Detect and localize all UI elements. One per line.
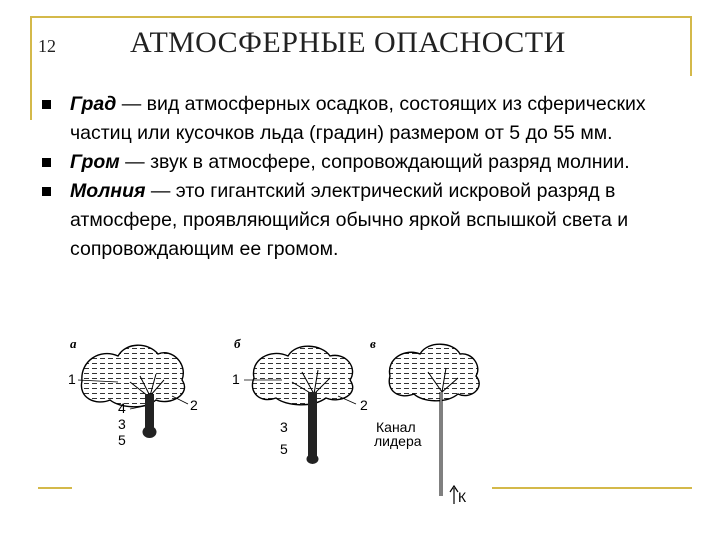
channel-tip bbox=[307, 454, 319, 464]
bullet-hail bbox=[40, 90, 700, 148]
figure-label: 5 bbox=[280, 441, 288, 457]
cloud-shape bbox=[252, 346, 352, 405]
slide-title: АТМОСФЕРНЫЕ ОПАСНОСТИ bbox=[130, 26, 566, 59]
panel-letter: а bbox=[70, 336, 77, 351]
bullet-text: — вид атмосферных осадков, состоящих из сферических частиц или кусочков льда (градин) размером от 5 до 55 мм. bbox=[70, 93, 646, 144]
figure-label: 2 bbox=[360, 397, 368, 413]
bullet-lightning bbox=[40, 177, 700, 264]
top-rule bbox=[30, 16, 692, 18]
figure-label: 1 bbox=[232, 371, 240, 387]
arrow-label: К bbox=[458, 489, 467, 505]
panel-b bbox=[232, 336, 368, 464]
panel-a bbox=[68, 336, 198, 448]
figure-label: 3 bbox=[280, 419, 288, 435]
figure-label: 1 bbox=[68, 371, 76, 387]
square-bullet-icon bbox=[42, 100, 51, 109]
square-bullet-icon bbox=[42, 187, 51, 196]
channel-tip bbox=[143, 426, 157, 438]
panel-letter: в bbox=[370, 336, 376, 351]
cloud-shape bbox=[389, 344, 479, 401]
bullet-term: Гром bbox=[70, 151, 120, 173]
bullet-list bbox=[40, 90, 700, 264]
left-rule bbox=[30, 16, 32, 120]
leader-caption: Канал bbox=[376, 419, 416, 435]
cloud-shape bbox=[81, 345, 184, 407]
bullet-text: — это гигантский электрический искровой разряд в атмосфере, проявляющийся обычно яркой вспышкой света и сопровождающим ее громом. bbox=[70, 180, 629, 260]
figure-label: 4 bbox=[118, 400, 126, 416]
bullet-thunder bbox=[40, 148, 700, 177]
lightning-channel bbox=[308, 392, 317, 458]
panel-letter: б bbox=[234, 336, 241, 351]
figure-label: 3 bbox=[118, 416, 126, 432]
leader-caption: лидера bbox=[374, 433, 422, 449]
slide-number: 12 bbox=[38, 36, 56, 56]
bottom-right-rule bbox=[492, 487, 692, 489]
figure-label: 2 bbox=[190, 397, 198, 413]
bullet-term: Молния bbox=[70, 180, 146, 202]
figure-label: 5 bbox=[118, 432, 126, 448]
panel-c bbox=[370, 336, 479, 505]
square-bullet-icon bbox=[42, 158, 51, 167]
bullet-term: Град bbox=[70, 93, 117, 115]
right-rule bbox=[690, 16, 692, 76]
bullet-text: — звук в атмосфере, сопровождающий разряд молнии. bbox=[119, 151, 630, 173]
lightning-formation-figure bbox=[60, 336, 467, 506]
lightning-channel bbox=[145, 394, 154, 430]
